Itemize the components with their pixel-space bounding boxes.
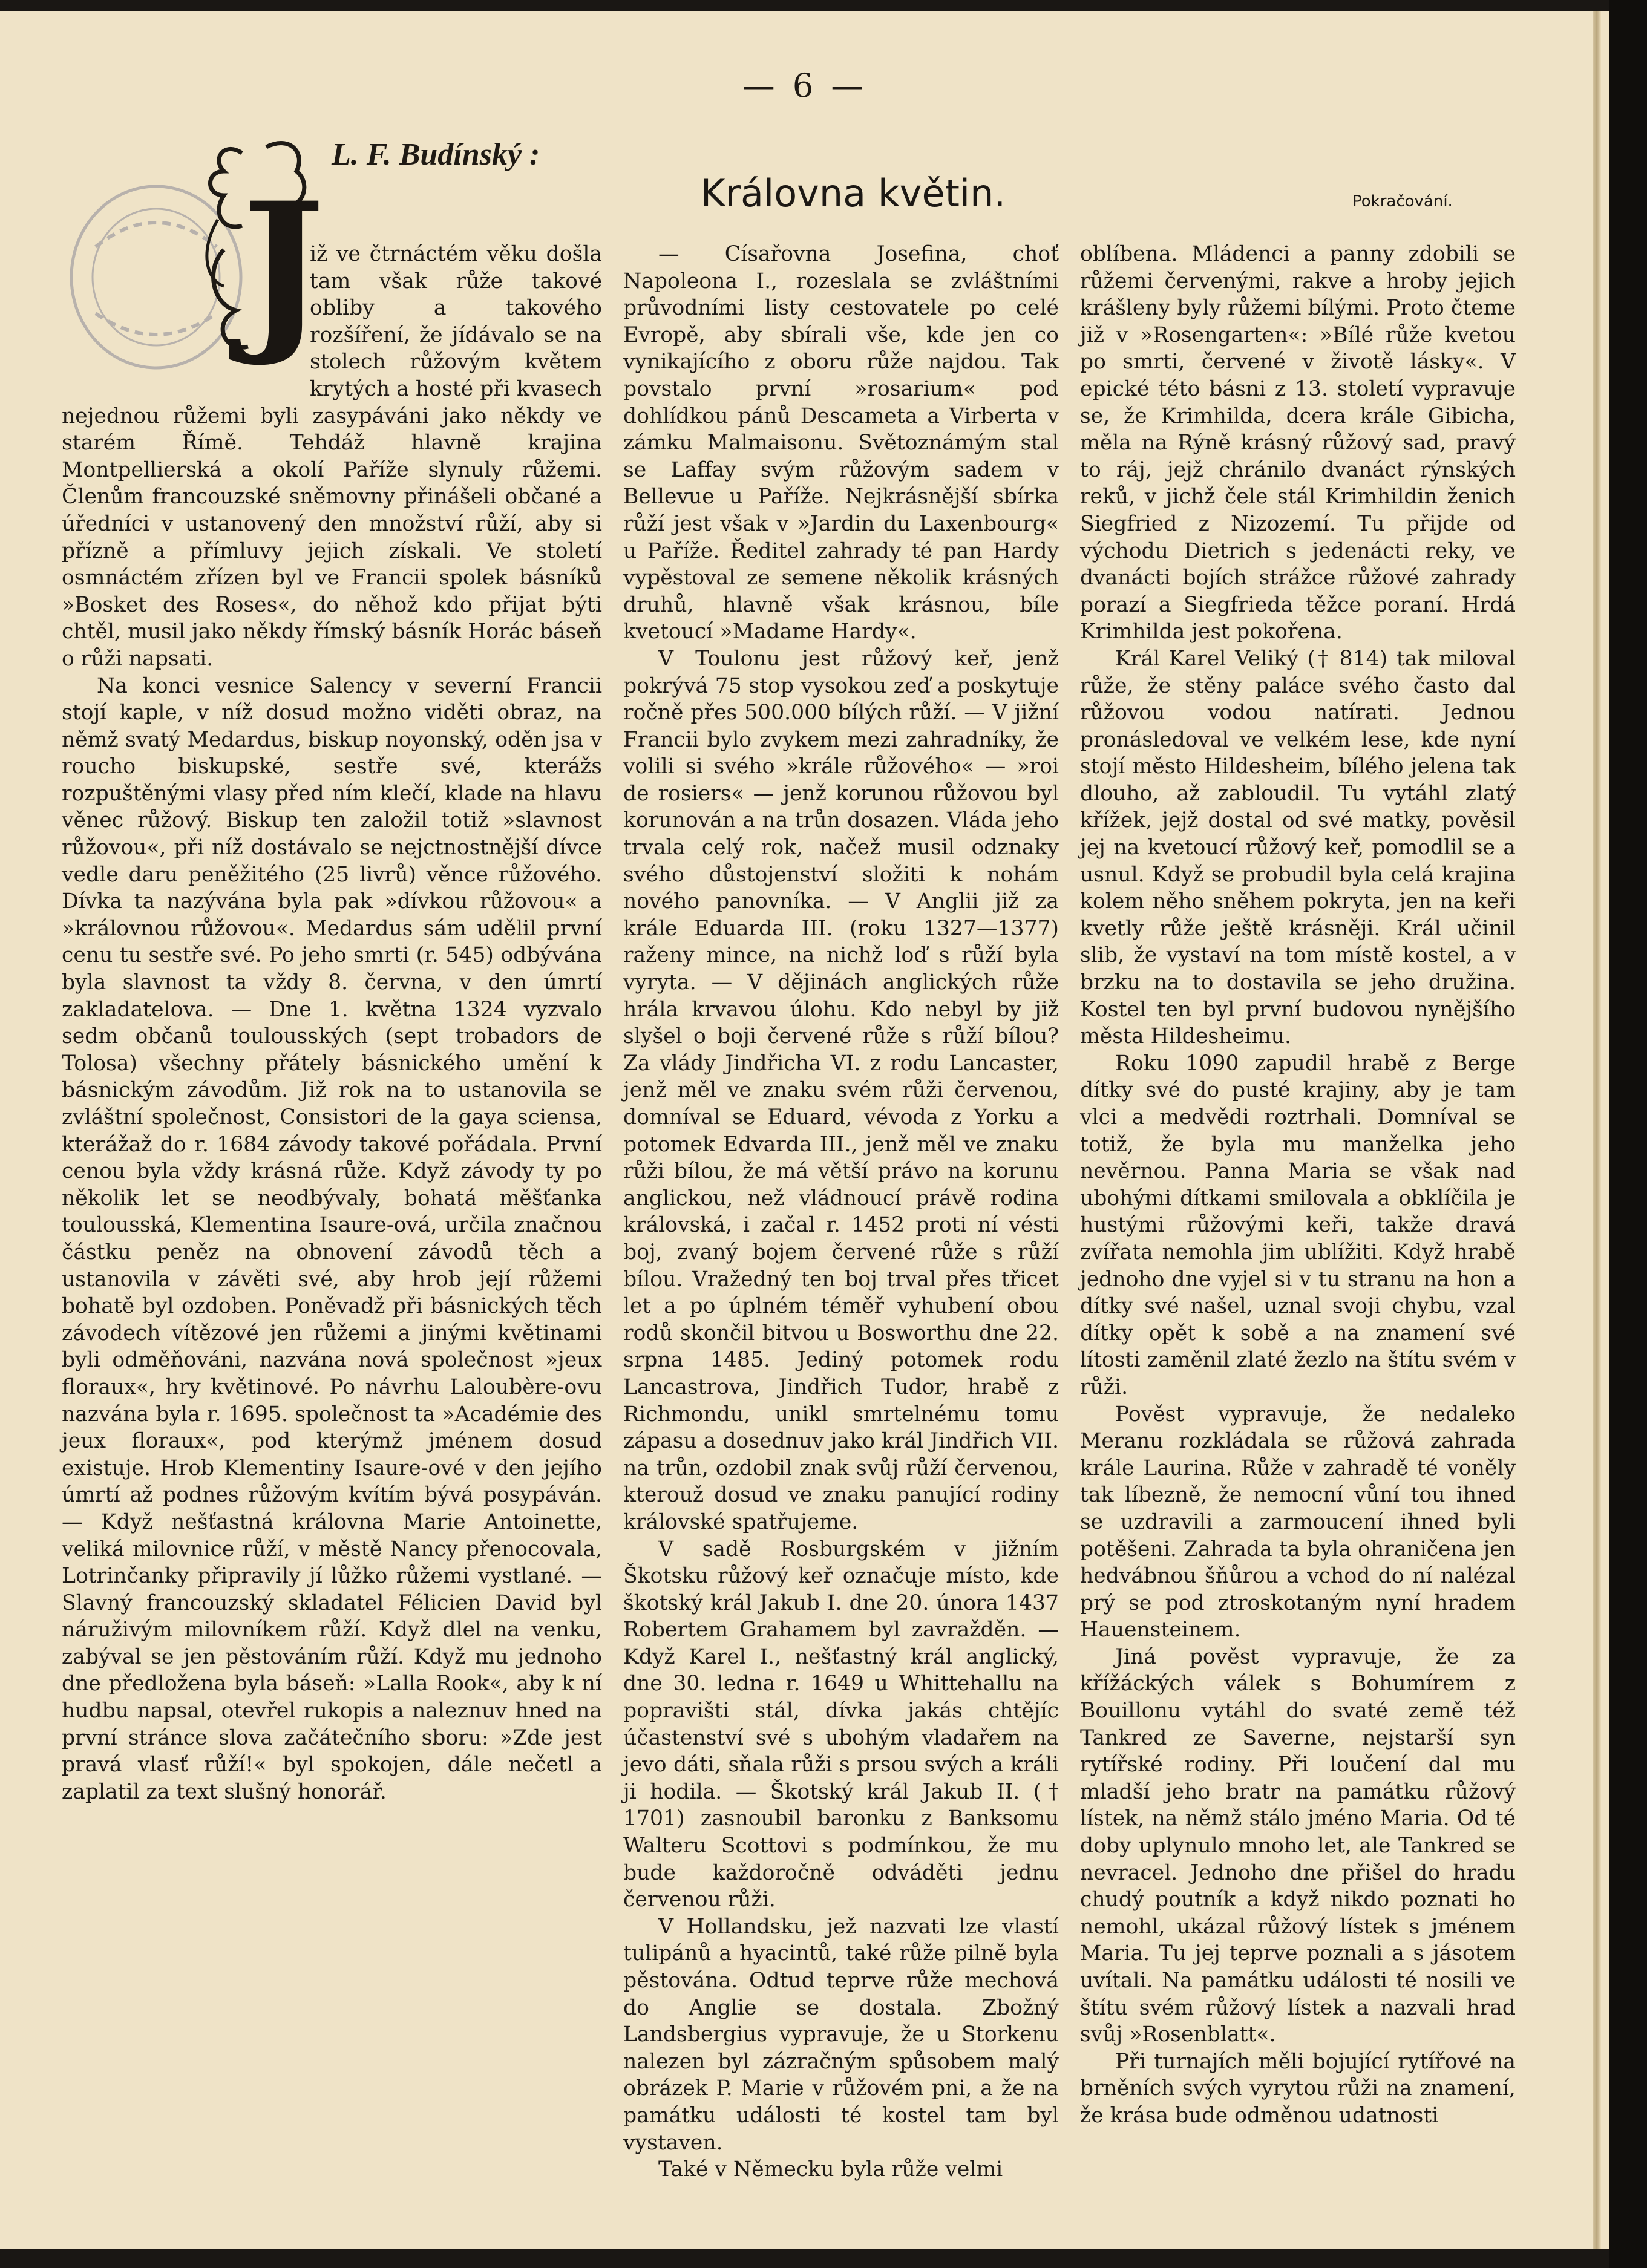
author: L. F. Budínský : (332, 137, 540, 172)
paragraph: Při turnajích měli bojující rytířové na brněních svých vyrytou růži na znamení, že krása bude odměnou udatnosti (1080, 2049, 1516, 2128)
paragraph: V Toulonu jest růžový keř, jenž pokrývá 75 stop vysokou zeď a poskytuje ročně přes 500.000 bílých růží. — V jižní Francii bylo zvykem mezi zahradníky, že volili si svého »krále růžového« — »roi de rosiers« — jenž korunou růžovou byl korunován a na trůn dosazen. Vláda jeho trvala celý rok, načež musil odznaky svého důstojenství složiti k nohám nového panovníka. — V Anglii již za krále Eduarda III. (roku 1327—1377) raženy mince, na nichž loď s růží byla vyryta. — V dějinách anglických růže hrála krvavou úlohu. Kdo nebyl by již slyšel o boji červené růže s růží bílou? Za vlády Jindřicha VI. z rodu Lancaster, jenž měl ve znaku svém růži červenou, domníval se Eduard, vévoda z Yorku a potomek Edvarda III., jenž měl ve znaku růži bílou, že má větší právo na korunu anglickou, než vládnoucí právě rodina královská, i začal r. 1452 proti ní vésti boj, zvaný bojem červené růže s růží bílou. Vražedný ten boj trval přes třicet let a po úplném téměř vyhubení obou rodů skončil bitvou u Bosworthu dne 22. srpna 1485. Jediný potomek rodu Lancastrova, Jindřich Tudor, hrabě z Richmondu, unikl smrtelnému tomu zápasu a dosednuv jako král Jindřich VII. na trůn, ozdobil znak svůj růží červenou, kterouž dosud ve znaku panující rodiny královské spatřujeme. (623, 646, 1059, 1534)
paragraph: V Hollandsku, jež nazvati lze vlastí tulipánů a hyacintů, také růže pilně byla pěstována. Odtud teprve růže mechová do Anglie se dostala. Zbožný Landsbergius vypravuje, že u Storkenu nalezen byl zázračným spůsobem malý obrázek P. Marie v růžovém pni, a že na památku události té kostel tam byl vystaven. (623, 1914, 1059, 2155)
initial-space (62, 241, 310, 390)
paragraph: oblíbena. Mládenci a panny zdobili se růžemi červenými, rakve a hroby jejich krášleny byly růžemi bílými. Proto čteme již v »Rosengarten«: »Bílé růže kvetou po smrti, červené v životě lásky«. V epické této básni z 13. století vypravuje se, že Krimhilda, dcera krále Gibicha, měla na Rýně krásný růžový sad, pravý to ráj, jejž chránilo dvanáct rýnských reků, v jichž čele stál Krimhildin ženich Siegfried z Nizozemí. Tu přijde od východu Dietrich s jedenácti reky, ve dvanácti bojích strážce růžové zahrady porazí a Siegfrieda těžce poraní. Hrdá Krimhilda jest pokořena. (1080, 242, 1516, 644)
document-page (0, 11, 1609, 2249)
paragraph: Pověst vypravuje, že nedaleko Meranu rozkládala se růžová zahrada krále Laurina. Růže v zahradě té voněly tak líbezně, že nemocní vůní tou ihned se uzdravili a zarmoucení ihned byli potěšeni. Zahrada ta byla ohraničena jen hedvábnou šňůrou a vchod do ní nalézal prý se pod ztroskotaným nyní hradem Hauensteinem. (1080, 1402, 1516, 1642)
paragraph: Na konci vesnice Salency v severní Francii stojí kaple, v níž dosud možno viděti obraz, na němž svatý Medardus, biskup noyonský, oděn jsa v roucho biskupské, sestře své, kterážs rozpuštěnými vlasy před ním klečí, klade na hlavu věnec růžový. Biskup ten založil totiž »slavnost růžovou«, při níž dostávalo se nejctnostnější dívce vedle daru peněžitého (25 livrů) věnce růžového. Dívka ta nazývána byla pak »dívkou růžovou« a »královnou růžovou«. Medardus sám udělil první cenu tu sestře své. Po jeho smrti (r. 545) odbývána byla slavnost ta vždy 8. června, v den úmrtí zakladatelova. — Dne 1. května 1324 vyzvalo sedm občanů toulousských (sept trobadors de Tolosa) všechny přátely básnického umění k básnickým závodům. Již rok na to ustanovila se zvláštní společnost, Consistori de la gaya sciensa, kterážaž do r. 1684 závody takové pořádala. První cenou byla vždy krásná růže. Když závody ty po několik let se neodbývaly, bohatá měšťanka toulousská, Klementina Isaure-ová, určila značnou částku peněz na obnovení závodů těch a ustanovila v závěti své, aby hrob její růžemi bohatě byl ozdoben. Poněvadž při básnických těch závodech vítězové jen růžemi a jinými květinami byli odměňováni, nazvána nová společnost »jeux floraux«, hry květinové. Po návrhu Laloubère-ovu nazvána byla r. 1695. společnost ta »Académie des jeux floraux«, pod kterýmž jménem dosud existuje. Hrob Klementiny Isaure-ové v den jejího úmrtí až podnes růžovým kvítím bývá posypáván. — Když nešťastná královna Marie Antoinette, veliká milovnice růží, v městě Nancy přenocovala, Lotrinčanky připravily jí lůžko růžemi vystlané. — Slavný francouzský skladatel Félicien David byl náruživým milovníkem růží. Když dlel na venku, zabýval se jen pěstováním růží. Když mu jednoho dne předložena byla báseň: »Lalla Rook«, aby k ní hudbu napsal, otevřel rukopis a naleznuv hned na první stránce slova začátečního sboru: »Zde jest pravá vlasť růží!« byl spokojen, dále nečetl a zaplatil za text slušný honorář. (62, 673, 602, 1804)
paragraph: Roku 1090 zapudil hrabě z Berge dítky své do pusté krajiny, aby je tam vlci a medvědi roztrhali. Domníval se totiž, že byla mu manželka jeho nevěrnou. Panna Maria se však nad ubohými dítkami smilovala a obklíčila je hustými růžovými keři, takže dravá zvířata nemohla jim ublížiti. Když hrabě jednoho dne vyjel si v tu stranu na hon a dítky své našel, uznal svoji chybu, vzal dítky opět k sobě a na znamení své lítosti zaměnil zlaté žezlo na štítu svém v růži. (1080, 1051, 1516, 1399)
page-number: — 6 — (742, 67, 868, 105)
continued-note: Pokračování. (1352, 192, 1453, 211)
initial-letter: J (242, 165, 326, 370)
text-column-2 (623, 241, 1059, 2183)
paragraph: Také v Německu byla růže velmi (658, 2157, 1003, 2182)
paragraph: iž ve čtrnáctém věku došla tam však růže takové obliby a takového rozšíření, že jídávalo se na stolech růžovým květem krytých a hosté při kvasech nejednou růžemi byli zasypáváni jako někdy ve starém Římě. Tehdáž hlavně krajina Montpellierská a okolí Paříže slynuly růžemi. Členům francouzské sněmovny přinášeli občané a úředníci v ustanovený den množství růží, aby si přízně a přímluvy jejich získali. Ve století osmnáctém zřízen byl ve Francii spolek básníků »Bosket des Roses«, do něhož kdo přijat býti chtěl, musil jako někdy římský básník Horác báseň o růži napsati. (62, 242, 602, 671)
scan-dark-edge (1609, 0, 1647, 2268)
paragraph: Jiná pověst vypravuje, že za křížáckých válek s Bohumírem z Bouillonu vytáhl do svaté země též Tankred ze Saverne, nejstarší syn rytířské rodiny. Při loučení dal mu mladší jeho bratr na památku růžový lístek, na němž stálo jméno Maria. Od té doby uplynulo mnoho let, ale Tankred se nevracel. Jednoho dne přišel do hradu chudý poutník a když nikdo poznati ho nemohl, ukázal růžový lístek s jménem Maria. Tu jej teprve poznali a s jásotem uvítali. Na památku události té nosili ve štítu svém růžový lístek a nazvali hrad svůj »Rosenblatt«. (1080, 1644, 1516, 2047)
text-column-3 (1080, 241, 1516, 2129)
paragraph: — Císařovna Josefina, choť Napoleona I., rozeslala se zvláštními průvodními listy cestovatele po celé Evropě, aby sbírali vše, kde jen co vynikajícího z oboru růže najdou. Tak povstalo první »rosarium« pod dohlídkou pánů Descameta a Virberta v zámku Malmaisonu. Světoznámým stal se Laffay svým růžovým sadem v Bellevue u Paříže. Nejkrásnější sbírka růží jest však v »Jardin du Laxenbourg« u Paříže. Ředitel zahrady té pan Hardy vypěstoval ze semene několik krásných druhů, hlavně však krásnou, bíle kvetoucí »Madame Hardy«. (623, 242, 1059, 644)
text-column-1 (62, 241, 602, 1805)
paragraph: V sadě Rosburgském v jižním Škotsku růžový keř označuje místo, kde škotský král Jakub I. dne 20. února 1437 Robertem Grahamem byl zavražděn. — Když Karel I., nešťastný král anglický, dne 30. ledna r. 1649 u Whittehallu na popravišti stál, dívka jakás chtějíc účastenství své s ubohým vladařem na jevo dáti, sňala růži s prsou svých a králi ji hodila. — Škotský král Jakub II. († 1701) zasnoubil baronku z Banksomu Walteru Scottovi s podmínkou, že mu bude každoročně odváděti jednu červenou růži. (623, 1537, 1059, 1912)
article-title: Královna květin. (700, 171, 1006, 215)
page-fold (1593, 11, 1601, 2249)
paragraph: Král Karel Veliký († 814) tak miloval růže, že stěny paláce svého často dal růžovou vodou natírati. Jednou pronásledoval ve velkém lese, kde nyní stojí město Hildesheim, bílého jelena tak dlouho, až zabloudil. Tu vytáhl zlatý křížek, jejž dostal od své matky, pověsil jej na kvetoucí růžový keř, pomodlil se a usnul. Když se probudil byla celá krajina kolem něho sněhem pokryta, jen na keři kvetly růže ještě krásněji. Král učinil slib, že vystaví na tom místě kostel, a v brzku na to dostavila se jeho družina. Kostel ten byl první budovou nynějšího města Hildesheimu. (1080, 646, 1516, 1049)
